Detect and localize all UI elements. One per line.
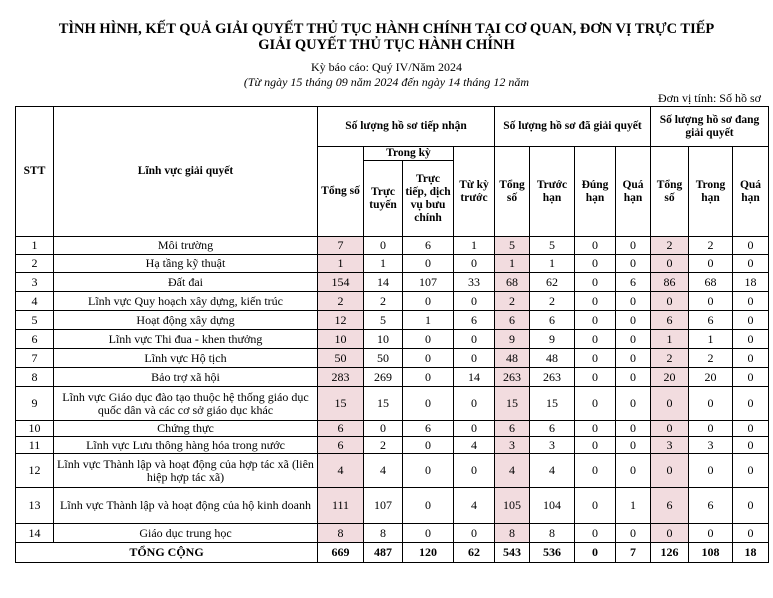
row-value-cell: 14 (454, 368, 495, 387)
row-value-cell: 12 (318, 311, 364, 330)
row-value-cell: 50 (318, 349, 364, 368)
row-value-cell: 0 (616, 524, 651, 543)
table-row (16, 273, 769, 292)
row-value-cell: 0 (733, 437, 769, 454)
row-value-cell: 0 (403, 255, 454, 273)
table-row (16, 292, 769, 311)
row-linh-vuc: Đất đai (54, 273, 318, 292)
row-value-cell: 0 (733, 255, 769, 273)
row-value-cell: 6 (616, 273, 651, 292)
row-value-cell: 0 (575, 273, 616, 292)
row-value-cell: 48 (495, 349, 530, 368)
header-received: Số lượng hồ sơ tiếp nhận (318, 107, 495, 147)
row-value-cell: 0 (616, 292, 651, 311)
row-linh-vuc: Môi trường (54, 237, 318, 255)
row-stt: 14 (16, 524, 54, 543)
row-value-cell: 6 (403, 237, 454, 255)
row-stt: 9 (16, 387, 54, 421)
row-value-cell: 0 (651, 292, 689, 311)
row-value-cell: 5 (530, 237, 575, 255)
row-value-cell: 50 (364, 349, 403, 368)
row-value-cell: 1 (616, 488, 651, 524)
row-value-cell: 0 (733, 349, 769, 368)
row-value-cell: 0 (616, 311, 651, 330)
total-value-cell: 669 (318, 543, 364, 563)
header-linh-vuc: Lĩnh vực giải quyết (54, 107, 318, 237)
row-stt: 10 (16, 421, 54, 437)
header-resolved-overdue: Quá hạn (616, 147, 651, 237)
total-value-cell: 126 (651, 543, 689, 563)
report-period: Kỳ báo cáo: Quý IV/Năm 2024 (311, 60, 462, 74)
row-value-cell: 6 (403, 421, 454, 437)
table-row (16, 330, 769, 349)
row-value-cell: 154 (318, 273, 364, 292)
row-value-cell: 0 (651, 524, 689, 543)
row-linh-vuc: Lĩnh vực Giáo dục đào tạo thuộc hệ thống giáo dục quốc dân và các cơ sở giáo dục khác (54, 387, 318, 421)
row-value-cell: 0 (689, 454, 733, 488)
row-value-cell: 6 (689, 488, 733, 524)
row-stt: 13 (16, 488, 54, 524)
row-value-cell: 14 (364, 273, 403, 292)
row-linh-vuc: Hoạt động xây dựng (54, 311, 318, 330)
row-value-cell: 0 (364, 237, 403, 255)
row-value-cell: 0 (403, 292, 454, 311)
row-value-cell: 2 (651, 349, 689, 368)
report-title-line-2: GIẢI QUYẾT THỦ TỤC HÀNH CHÍNH (258, 37, 515, 53)
row-value-cell: 2 (318, 292, 364, 311)
header-pending-total: Tổng số (651, 147, 689, 237)
row-stt: 3 (16, 273, 54, 292)
row-value-cell: 0 (733, 237, 769, 255)
row-value-cell: 0 (689, 421, 733, 437)
row-value-cell: 0 (575, 437, 616, 454)
row-value-cell: 0 (403, 437, 454, 454)
row-value-cell: 1 (530, 255, 575, 273)
total-value-cell: 108 (689, 543, 733, 563)
row-value-cell: 9 (530, 330, 575, 349)
row-value-cell: 20 (651, 368, 689, 387)
row-value-cell: 4 (530, 454, 575, 488)
table-row (16, 437, 769, 454)
row-value-cell: 0 (575, 387, 616, 421)
row-value-cell: 6 (530, 421, 575, 437)
row-stt: 7 (16, 349, 54, 368)
row-value-cell: 4 (454, 437, 495, 454)
row-value-cell: 105 (495, 488, 530, 524)
row-value-cell: 263 (495, 368, 530, 387)
row-value-cell: 1 (689, 330, 733, 349)
row-value-cell: 6 (651, 488, 689, 524)
row-value-cell: 0 (733, 311, 769, 330)
row-value-cell: 0 (403, 488, 454, 524)
row-value-cell: 2 (495, 292, 530, 311)
total-value-cell: 62 (454, 543, 495, 563)
row-value-cell: 5 (495, 237, 530, 255)
total-value-cell: 0 (575, 543, 616, 563)
header-resolved-ontime: Đúng hạn (575, 147, 616, 237)
row-value-cell: 15 (364, 387, 403, 421)
row-value-cell: 6 (495, 311, 530, 330)
row-value-cell: 8 (495, 524, 530, 543)
row-value-cell: 8 (318, 524, 364, 543)
row-linh-vuc: Hạ tầng kỹ thuật (54, 255, 318, 273)
row-value-cell: 0 (454, 330, 495, 349)
row-value-cell: 6 (318, 437, 364, 454)
row-value-cell: 0 (575, 237, 616, 255)
row-value-cell: 2 (364, 437, 403, 454)
row-value-cell: 1 (403, 311, 454, 330)
header-direct: Trực tiếp, dịch vụ bưu chính (403, 161, 454, 237)
report-table (15, 106, 769, 563)
row-value-cell: 4 (364, 454, 403, 488)
row-value-cell: 68 (689, 273, 733, 292)
row-value-cell: 3 (651, 437, 689, 454)
row-linh-vuc: Lĩnh vực Lưu thông hàng hóa trong nước (54, 437, 318, 454)
report-title-line-1: TÌNH HÌNH, KẾT QUẢ GIẢI QUYẾT THỦ TỤC HÀNH CHÍNH TẠI CƠ QUAN, ĐƠN VỊ TRỰC TIẾP (58, 21, 715, 37)
row-value-cell: 0 (575, 330, 616, 349)
row-value-cell: 0 (403, 387, 454, 421)
row-value-cell: 0 (575, 368, 616, 387)
row-value-cell: 0 (454, 421, 495, 437)
row-value-cell: 0 (733, 454, 769, 488)
row-value-cell: 0 (616, 437, 651, 454)
row-value-cell: 104 (530, 488, 575, 524)
row-value-cell: 0 (616, 387, 651, 421)
table-row (16, 387, 769, 421)
row-value-cell: 0 (651, 387, 689, 421)
total-row (16, 543, 769, 563)
row-stt: 5 (16, 311, 54, 330)
row-value-cell: 10 (364, 330, 403, 349)
total-value-cell: 487 (364, 543, 403, 563)
row-value-cell: 6 (689, 311, 733, 330)
row-value-cell: 4 (454, 488, 495, 524)
row-linh-vuc: Bảo trợ xã hội (54, 368, 318, 387)
table-row (16, 368, 769, 387)
row-stt: 4 (16, 292, 54, 311)
row-value-cell: 0 (575, 454, 616, 488)
row-stt: 8 (16, 368, 54, 387)
row-value-cell: 0 (575, 292, 616, 311)
table-row (16, 255, 769, 273)
header-pending-within: Trong hạn (689, 147, 733, 237)
row-value-cell: 0 (733, 421, 769, 437)
row-value-cell: 269 (364, 368, 403, 387)
row-value-cell: 15 (530, 387, 575, 421)
row-value-cell: 33 (454, 273, 495, 292)
row-value-cell: 6 (651, 311, 689, 330)
row-value-cell: 10 (318, 330, 364, 349)
row-linh-vuc: Lĩnh vực Thành lập và hoạt động của hợp tác xã (liên hiệp hợp tác xã) (54, 454, 318, 488)
row-value-cell: 0 (733, 488, 769, 524)
row-value-cell: 1 (318, 255, 364, 273)
row-value-cell: 68 (495, 273, 530, 292)
row-value-cell: 15 (495, 387, 530, 421)
row-value-cell: 0 (454, 387, 495, 421)
table-row (16, 421, 769, 437)
row-value-cell: 0 (575, 349, 616, 368)
row-stt: 1 (16, 237, 54, 255)
total-value-cell: 120 (403, 543, 454, 563)
row-linh-vuc: Lĩnh vực Thành lập và hoạt động của hộ kinh doanh (54, 488, 318, 524)
row-value-cell: 6 (530, 311, 575, 330)
row-linh-vuc: Giáo dục trung học (54, 524, 318, 543)
table-row (16, 454, 769, 488)
row-stt: 6 (16, 330, 54, 349)
row-value-cell: 3 (530, 437, 575, 454)
row-value-cell: 0 (733, 330, 769, 349)
total-value-cell: 18 (733, 543, 769, 563)
row-value-cell: 0 (616, 454, 651, 488)
row-value-cell: 0 (733, 387, 769, 421)
header-pending: Số lượng hồ sơ đang giải quyết (651, 107, 769, 147)
row-stt: 2 (16, 255, 54, 273)
row-value-cell: 2 (530, 292, 575, 311)
row-linh-vuc: Lĩnh vực Quy hoạch xây dựng, kiến trúc (54, 292, 318, 311)
unit-label: Đơn vị tính: Số hồ sơ (657, 91, 761, 105)
row-linh-vuc: Lĩnh vực Hộ tịch (54, 349, 318, 368)
row-value-cell: 86 (651, 273, 689, 292)
row-value-cell: 0 (733, 524, 769, 543)
row-value-cell: 0 (403, 524, 454, 543)
row-value-cell: 0 (575, 255, 616, 273)
row-value-cell: 1 (364, 255, 403, 273)
row-value-cell: 3 (495, 437, 530, 454)
header-previous: Từ kỳ trước (454, 147, 495, 237)
row-value-cell: 6 (454, 311, 495, 330)
header-pending-overdue: Quá hạn (733, 147, 769, 237)
table-row (16, 488, 769, 524)
row-linh-vuc: Chứng thực (54, 421, 318, 437)
report-date-range: (Từ ngày 15 tháng 09 năm 2024 đến ngày 14 tháng 12 năm (243, 75, 530, 89)
row-value-cell: 2 (651, 237, 689, 255)
row-value-cell: 0 (616, 421, 651, 437)
row-value-cell: 6 (495, 421, 530, 437)
header-stt: STT (16, 107, 54, 237)
header-received-total: Tổng số (318, 147, 364, 237)
row-value-cell: 0 (454, 524, 495, 543)
row-stt: 11 (16, 437, 54, 454)
row-value-cell: 0 (403, 330, 454, 349)
row-value-cell: 48 (530, 349, 575, 368)
table-row (16, 524, 769, 543)
row-value-cell: 0 (651, 421, 689, 437)
row-value-cell: 5 (364, 311, 403, 330)
header-resolved: Số lượng hồ sơ đã giải quyết (495, 107, 651, 147)
row-value-cell: 2 (364, 292, 403, 311)
row-value-cell: 1 (454, 237, 495, 255)
row-value-cell: 0 (651, 454, 689, 488)
row-value-cell: 0 (733, 368, 769, 387)
row-value-cell: 0 (403, 349, 454, 368)
header-resolved-early: Trước hạn (530, 147, 575, 237)
row-value-cell: 0 (689, 524, 733, 543)
header-online: Trực tuyến (364, 161, 403, 237)
row-value-cell: 20 (689, 368, 733, 387)
row-value-cell: 0 (403, 454, 454, 488)
row-value-cell: 0 (689, 292, 733, 311)
total-value-cell: 7 (616, 543, 651, 563)
row-value-cell: 4 (318, 454, 364, 488)
row-value-cell: 0 (364, 421, 403, 437)
row-value-cell: 1 (495, 255, 530, 273)
row-value-cell: 0 (575, 488, 616, 524)
row-value-cell: 15 (318, 387, 364, 421)
row-value-cell: 283 (318, 368, 364, 387)
row-value-cell: 0 (616, 349, 651, 368)
row-value-cell: 2 (689, 237, 733, 255)
row-value-cell: 0 (616, 368, 651, 387)
row-value-cell: 8 (530, 524, 575, 543)
table-row (16, 237, 769, 255)
row-value-cell: 7 (318, 237, 364, 255)
total-label: TỔNG CỘNG (16, 543, 318, 563)
table-row (16, 311, 769, 330)
row-value-cell: 0 (454, 292, 495, 311)
header-resolved-total: Tổng số (495, 147, 530, 237)
row-value-cell: 8 (364, 524, 403, 543)
row-value-cell: 6 (318, 421, 364, 437)
total-value-cell: 543 (495, 543, 530, 563)
row-value-cell: 0 (733, 292, 769, 311)
row-stt: 12 (16, 454, 54, 488)
row-value-cell: 0 (454, 349, 495, 368)
row-value-cell: 107 (403, 273, 454, 292)
row-value-cell: 0 (616, 255, 651, 273)
row-value-cell: 0 (616, 237, 651, 255)
table-row (16, 349, 769, 368)
row-value-cell: 0 (616, 330, 651, 349)
row-value-cell: 0 (575, 311, 616, 330)
total-value-cell: 536 (530, 543, 575, 563)
row-value-cell: 0 (575, 524, 616, 543)
row-value-cell: 0 (454, 454, 495, 488)
row-value-cell: 107 (364, 488, 403, 524)
row-value-cell: 0 (651, 255, 689, 273)
row-value-cell: 0 (689, 255, 733, 273)
row-value-cell: 263 (530, 368, 575, 387)
row-value-cell: 3 (689, 437, 733, 454)
row-value-cell: 0 (454, 255, 495, 273)
row-value-cell: 4 (495, 454, 530, 488)
row-linh-vuc: Lĩnh vực Thi đua - khen thưởng (54, 330, 318, 349)
row-value-cell: 0 (689, 387, 733, 421)
row-value-cell: 9 (495, 330, 530, 349)
row-value-cell: 1 (651, 330, 689, 349)
row-value-cell: 62 (530, 273, 575, 292)
header-in-period: Trong kỳ (364, 147, 454, 161)
row-value-cell: 0 (403, 368, 454, 387)
row-value-cell: 0 (575, 421, 616, 437)
row-value-cell: 18 (733, 273, 769, 292)
row-value-cell: 2 (689, 349, 733, 368)
row-value-cell: 111 (318, 488, 364, 524)
